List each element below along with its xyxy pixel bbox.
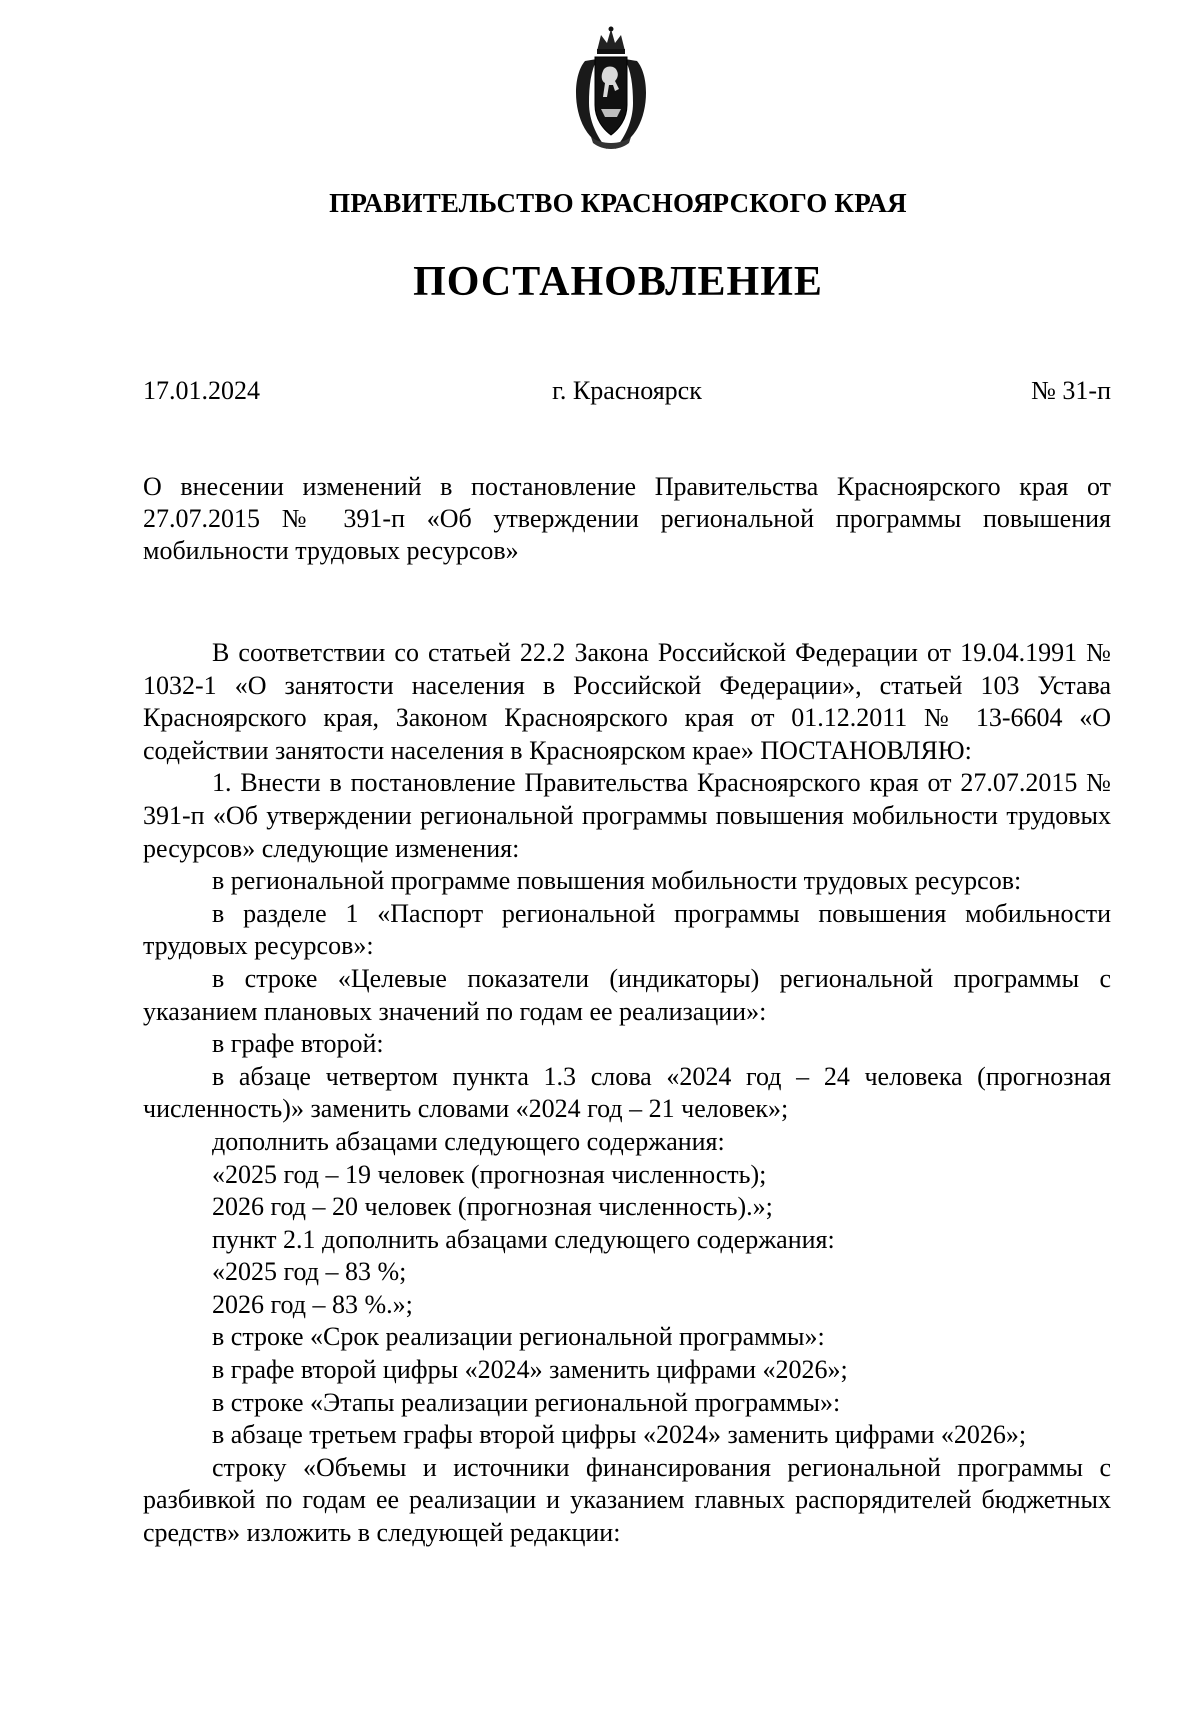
document-subject: О внесении изменений в постановление Правительства Красноярского края от 27.07.2015 № 391-п «Об утверждении региональной программы повышения мобильности трудовых ресурсов» (143, 472, 1111, 565)
document-type-heading: ПОСТАНОВЛЕНИЕ (413, 259, 823, 305)
body-paragraph: в строке «Срок реализации региональной программы»: (212, 1322, 825, 1352)
document-meta-row (143, 376, 1111, 410)
body-paragraph: в абзаце четвертом пункта 1.3 слова «2024 год – 24 человека (прогнозная численность)» заменить словами «2024 год – 21 человек»; (143, 1061, 1111, 1124)
document-city: г. Красноярск (552, 376, 702, 405)
body-paragraph: в абзаце третьем графы второй цифры «2024» заменить цифрами «2026»; (212, 1420, 1027, 1450)
body-paragraph: пункт 2.1 дополнить абзацами следующего содержания: (212, 1224, 835, 1254)
body-paragraph: дополнить абзацами следующего содержания: (212, 1126, 725, 1156)
body-paragraph: 2026 год – 20 человек (прогнозная численность).»; (212, 1192, 773, 1222)
body-paragraph: «2025 год – 83 %; (212, 1257, 407, 1287)
body-paragraph: В соответствии со статьей 22.2 Закона Российской Федерации от 19.04.1991 № 1032-1 «О занятости населения в Российской Федерации», статьей 103 Устава Красноярского края, Законом Красноярского края от 01.12.2011 № 13-6604 «О содействии занятости населения в Красноярском крае» ПОСТАНОВЛЯЮ: (143, 638, 1111, 765)
document-date: 17.01.2024 (143, 376, 260, 405)
body-paragraph: в разделе 1 «Паспорт региональной программы повышения мобильности трудовых ресурсов»: (143, 898, 1111, 961)
body-paragraph: 2026 год – 83 %.»; (212, 1289, 413, 1319)
body-paragraph: в графе второй цифры «2024» заменить цифрами «2026»; (212, 1355, 848, 1385)
body-paragraph: в строке «Целевые показатели (индикаторы) региональной программы с указанием плановых значений по годам ее реализации»: (143, 963, 1111, 1026)
body-paragraph: строку «Объемы и источники финансирования региональной программы с разбивкой по годам ее реализации и указанием главных распорядителей бюджетных средств» изложить в следующей редакции: (143, 1452, 1111, 1548)
organization-title: ПРАВИТЕЛЬСТВО КРАСНОЯРСКОГО КРАЯ (329, 188, 907, 218)
krasnoyarsk-coat-of-arms-icon (571, 25, 651, 153)
document-body (143, 637, 1111, 1550)
body-paragraph: в региональной программе повышения мобильности трудовых ресурсов: (212, 866, 1022, 896)
body-paragraph: 1. Внести в постановление Правительства Красноярского края от 27.07.2015 № 391-п «Об утверждении региональной программы повышения мобильности трудовых ресурсов» следующие изменения: (143, 768, 1111, 863)
body-paragraph: в строке «Этапы реализации региональной программы»: (212, 1387, 841, 1417)
body-paragraph: в графе второй: (212, 1029, 384, 1059)
document-number: № 31-п (1031, 376, 1111, 405)
body-paragraph: «2025 год – 19 человек (прогнозная численность); (212, 1159, 767, 1189)
